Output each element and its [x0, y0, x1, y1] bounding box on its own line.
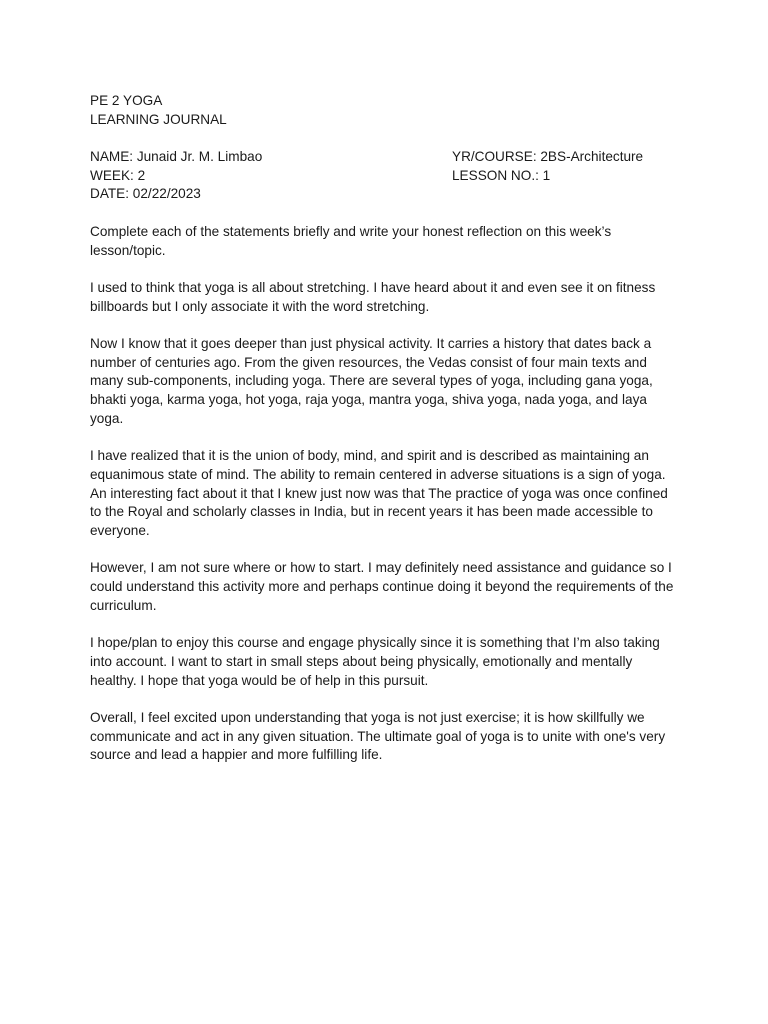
info-row-date — [90, 185, 680, 204]
journal-content — [90, 92, 680, 765]
lesson-number: LESSON NO.: 1 — [452, 167, 551, 183]
spacer — [90, 690, 680, 709]
however-paragraph: However, I am not sure where or how to start. I may definitely need assistance and guidance so I could understand this activity more and perhaps continue doing it beyond the requirements of the curriculum. — [90, 560, 674, 613]
spacer — [90, 616, 680, 635]
spacer — [90, 429, 680, 448]
week-number: WEEK: 2 — [90, 167, 146, 183]
spacer — [90, 204, 680, 223]
instructions-paragraph: Complete each of the statements briefly and write your honest reflection on this week’s lesson/topic. — [90, 223, 612, 258]
document-title: PE 2 YOGA — [90, 93, 163, 108]
hope-plan-paragraph: I hope/plan to enjoy this course and engage physically since it is something that I’m also taking into account. I want to start in small steps about being physically, emotionally and mentally healthy. I hope that yoga would be of help in this pursuit. — [90, 635, 660, 688]
year-course: YR/COURSE: 2BS-Architecture — [452, 149, 644, 165]
used-to-think-paragraph: I used to think that yoga is all about stretching. I have heard about it and even see it on fitness billboards but I only associate it with the word stretching. — [90, 279, 656, 314]
realized-paragraph: I have realized that it is the union of body, mind, and spirit and is described as maintaining an equanimous state of mind. The ability to remain centered in adverse situations is a sign of yoga. An interesting fact about it that I knew just now was that The practice of yoga was once confined to the Royal and scholarly classes in India, but in recent years it has been made accessible to everyone. — [90, 448, 668, 539]
overall-paragraph: Overall, I feel excited upon understanding that yoga is not just exercise; it is how skillfully we communicate and act in any given situation. The ultimate goal of yoga is to unite with one's very source and lead a happier and more fulfilling life. — [90, 710, 666, 763]
journal-date: DATE: 02/22/2023 — [90, 186, 201, 202]
info-row-name — [90, 148, 680, 167]
spacer — [90, 129, 680, 148]
student-name: NAME: Junaid Jr. M. Limbao — [90, 149, 263, 165]
spacer — [90, 316, 680, 335]
now-i-know-paragraph: Now I know that it goes deeper than just physical activity. It carries a history that dates back a number of centuries ago. From the given resources, the Vedas consist of four main texts and many sub-components, including yoga. There are several types of yoga, including gana yoga, bhakti yoga, karma yoga, hot yoga, raja yoga, mantra yoga, shiva yoga, nada yoga, and laya yoga. — [90, 336, 653, 426]
spacer — [90, 541, 680, 560]
info-row-week — [90, 167, 680, 186]
spacer — [90, 260, 680, 279]
document-subtitle: LEARNING JOURNAL — [90, 111, 227, 127]
